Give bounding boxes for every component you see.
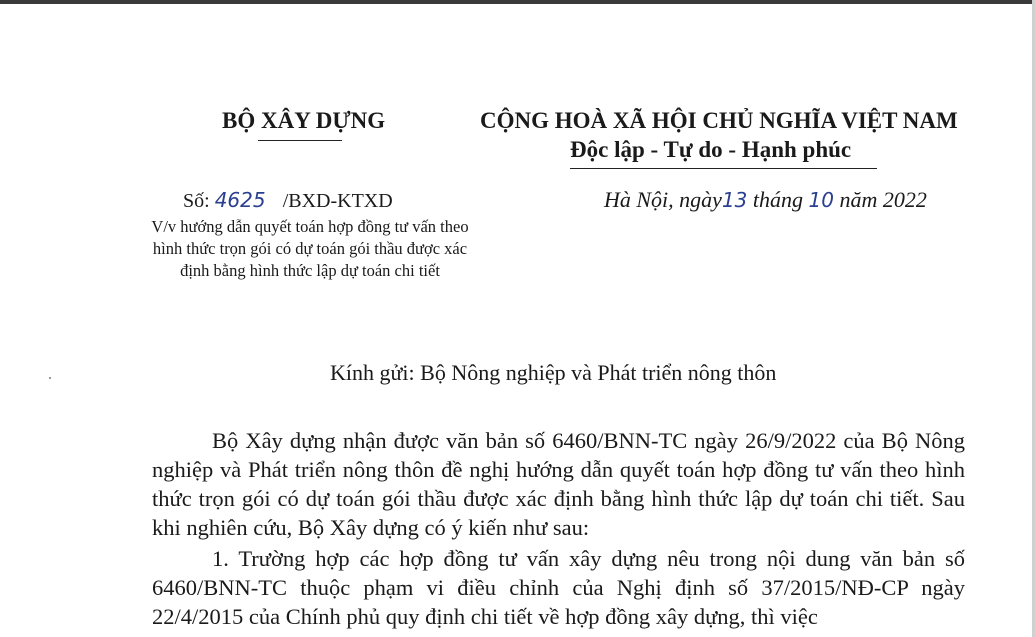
recipient-line: Kính gửi: Bộ Nông nghiệp và Phát triển nông thôn bbox=[330, 360, 777, 385]
document-number bbox=[183, 188, 393, 213]
document-subject: V/v hướng dẫn quyết toán hợp đồng tư vấn theo hình thức trọn gói có dự toán gói thầu được xác định bằng hình thức lập dự toán chi tiết bbox=[151, 217, 469, 280]
scan-speck bbox=[49, 377, 51, 379]
date-month: 10 bbox=[808, 188, 834, 212]
date-year: năm 2022 bbox=[839, 187, 927, 212]
number-handwritten: 4625 bbox=[214, 188, 266, 212]
date-prefix: Hà Nội, ngày bbox=[604, 187, 722, 212]
national-motto: Độc lập - Tự do - Hạnh phúc bbox=[570, 137, 852, 162]
body-paragraph-1: Bộ Xây dựng nhận được văn bản số 6460/BNN-TC ngày 26/9/2022 của Bộ Nông nghiệp và Phát triển nông thôn đề nghị hướng dẫn quyết toán hợp đồng tư vấn theo hình thức trọn gói có dự toán gói thầu được xác định bằng hình thức lập dự toán chi tiết. Sau khi nghiên cứu, Bộ Xây dựng có ý kiến như sau: bbox=[152, 428, 965, 540]
nation-title: CỘNG HOÀ XÃ HỘI CHỦ NGHĨA VIỆT NAM bbox=[480, 108, 958, 133]
body-paragraph-2: 1. Trường hợp các hợp đồng tư vấn xây dựng nêu trong nội dung văn bản số 6460/BNN-TC thuộc phạm vi điều chỉnh của Nghị định số 37/2015/NĐ-CP ngày 22/4/2015 của Chính phủ quy định chi tiết về hợp đồng xây dựng, thì việc bbox=[152, 546, 965, 629]
number-prefix: Số: bbox=[183, 190, 210, 212]
document-date bbox=[604, 187, 927, 213]
number-suffix: /BXD-KTXD bbox=[282, 190, 393, 212]
date-month-word: tháng bbox=[752, 187, 804, 212]
ministry-underline bbox=[258, 140, 342, 141]
scan-top-border bbox=[0, 0, 1035, 4]
motto-underline bbox=[570, 168, 877, 169]
date-day: 13 bbox=[721, 188, 748, 212]
ministry-name: BỘ XÂY DỰNG bbox=[222, 108, 386, 133]
